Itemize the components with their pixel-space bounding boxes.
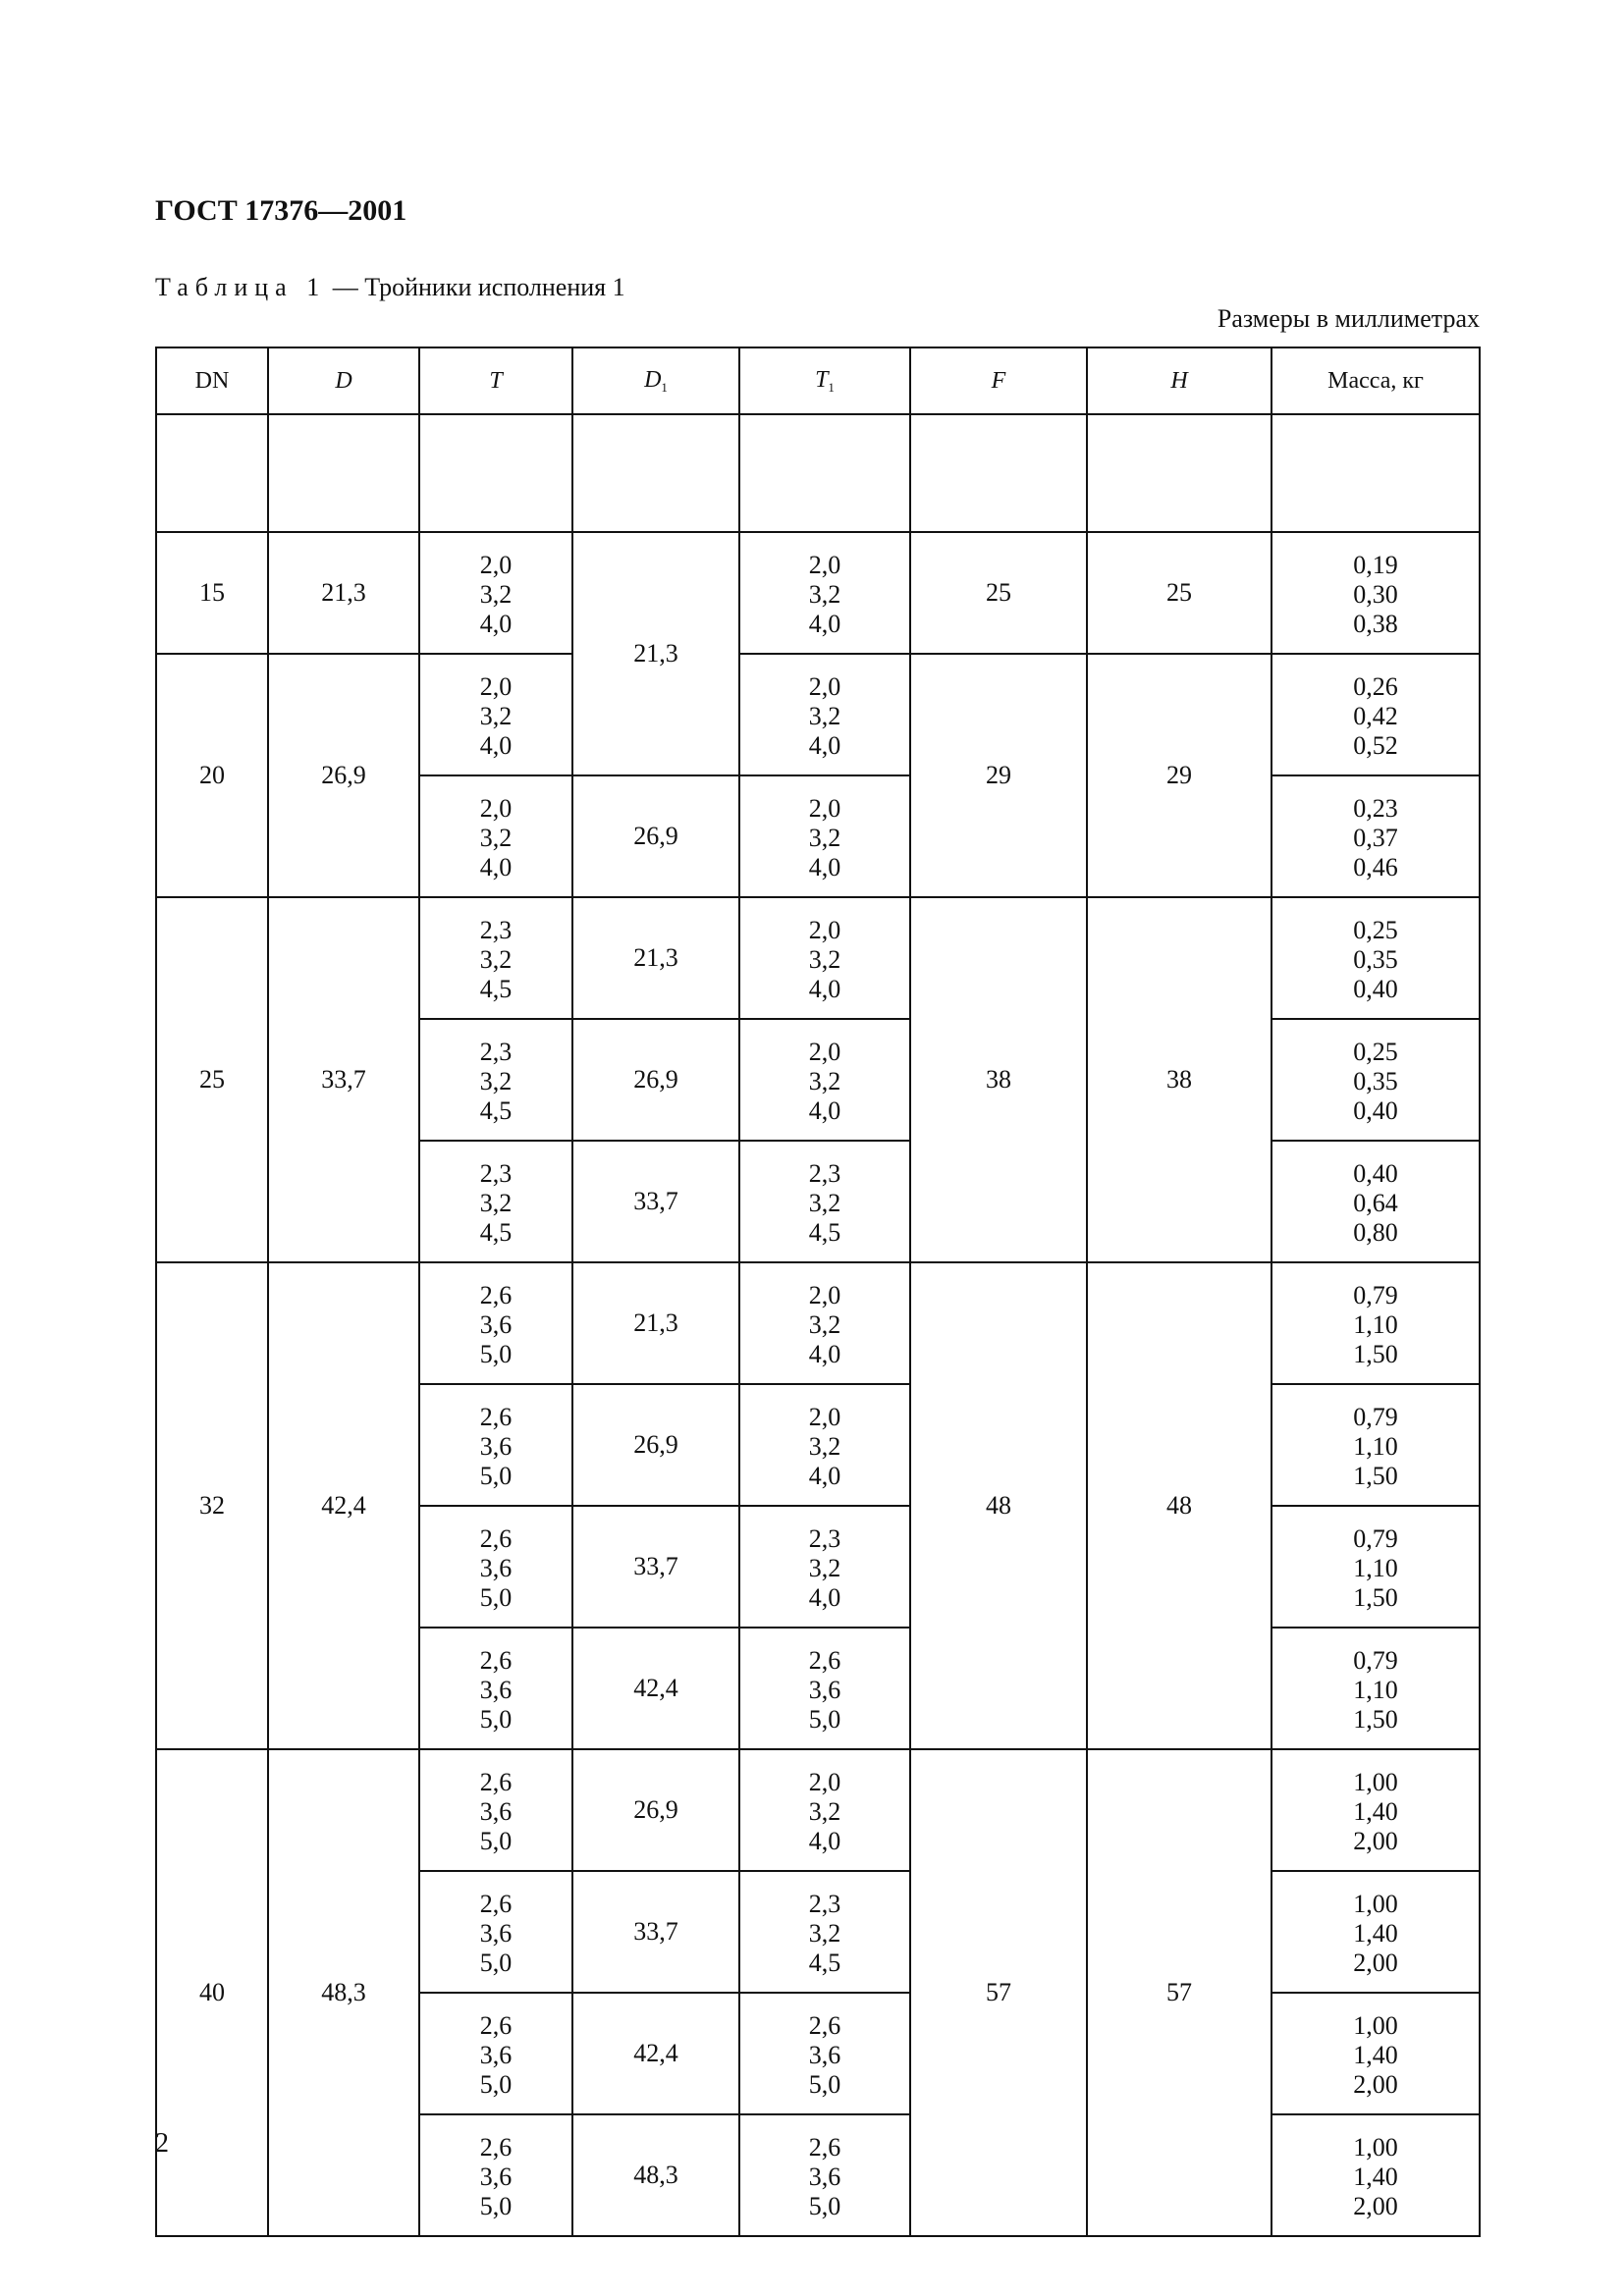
t-cell-value: 4,0 <box>479 731 513 760</box>
t1-cell-value: 4,0 <box>808 975 841 1003</box>
t1-cell <box>739 1019 910 1141</box>
table-row <box>156 897 1480 1019</box>
d-cell: 42,4 <box>268 1262 419 1749</box>
t1-cell <box>739 1506 910 1628</box>
mass-cell-value: 1,40 <box>1353 1797 1398 1826</box>
t-cell-value: 5,0 <box>479 2192 513 2220</box>
t-cell-value: 3,6 <box>479 1432 513 1461</box>
t1-cell <box>739 532 910 654</box>
t1-cell-value: 3,2 <box>808 1189 841 1217</box>
table-row <box>156 1262 1480 1384</box>
d-cell: 26,9 <box>268 654 419 897</box>
t-cell-value: 3,6 <box>479 1310 513 1339</box>
dn-cell: 25 <box>156 897 268 1262</box>
t-cell-value: 3,2 <box>479 702 513 730</box>
t1-cell <box>739 1384 910 1506</box>
t1-cell-value: 4,0 <box>808 853 841 881</box>
mass-cell-value: 1,40 <box>1353 2041 1398 2069</box>
mass-cell-value: 0,40 <box>1353 975 1398 1003</box>
header-spacer <box>156 414 1480 532</box>
mass-cell <box>1271 654 1480 775</box>
mass-cell <box>1271 1993 1480 2114</box>
t-cell <box>419 1019 572 1141</box>
dn-cell: 20 <box>156 654 268 897</box>
t-cell-value: 2,6 <box>479 2133 513 2162</box>
mass-cell <box>1271 1262 1480 1384</box>
t1-cell-value: 3,2 <box>808 580 841 609</box>
mass-cell-value: 0,40 <box>1353 1096 1398 1125</box>
d1-cell: 21,3 <box>572 532 739 775</box>
mass-cell-value: 0,79 <box>1353 1524 1398 1553</box>
t-cell-value: 3,6 <box>479 2163 513 2191</box>
t1-cell-value: 4,5 <box>808 1949 841 1977</box>
t-cell-value: 4,0 <box>479 853 513 881</box>
mass-cell-value: 1,50 <box>1353 1705 1398 1734</box>
mass-cell <box>1271 1506 1480 1628</box>
t1-cell <box>739 654 910 775</box>
t-cell-value: 3,2 <box>479 580 513 609</box>
d1-cell: 26,9 <box>572 1019 739 1141</box>
d1-cell: 26,9 <box>572 1384 739 1506</box>
t1-cell <box>739 775 910 897</box>
t1-cell-value: 4,5 <box>808 1218 841 1247</box>
mass-cell-value: 0,40 <box>1353 1159 1398 1188</box>
t-cell-value: 5,0 <box>479 1827 513 1855</box>
t1-cell-value: 2,3 <box>808 1159 841 1188</box>
d1-cell: 33,7 <box>572 1871 739 1993</box>
t1-cell-value: 4,0 <box>808 731 841 760</box>
t-cell <box>419 1749 572 1871</box>
t1-cell-value: 3,2 <box>808 702 841 730</box>
t-cell <box>419 775 572 897</box>
col-t1: $T_1$ <box>739 347 910 414</box>
mass-cell-value: 1,50 <box>1353 1462 1398 1490</box>
f-cell: 29 <box>910 654 1087 897</box>
t-cell-value: 2,6 <box>479 1524 513 1553</box>
mass-cell-value: 0,25 <box>1353 916 1398 944</box>
mass-cell-value: 0,35 <box>1353 1067 1398 1095</box>
dn-cell: 40 <box>156 1749 268 2236</box>
mass-cell-value: 0,79 <box>1353 1281 1398 1309</box>
d1-cell: 33,7 <box>572 1506 739 1628</box>
dn-cell: 15 <box>156 532 268 654</box>
page-number: 2 <box>155 2128 169 2159</box>
t1-cell-value: 3,2 <box>808 1554 841 1582</box>
t1-cell-value: 4,0 <box>808 1096 841 1125</box>
units-note: Размеры в миллиметрах <box>1217 304 1480 333</box>
t-cell-value: 4,5 <box>479 1096 513 1125</box>
t1-cell-value: 4,0 <box>808 610 841 638</box>
mass-cell-value: 0,23 <box>1353 794 1398 823</box>
t1-cell-value: 2,0 <box>808 916 841 944</box>
t-cell <box>419 897 572 1019</box>
d1-cell: 42,4 <box>572 1628 739 1749</box>
t-cell-value: 3,6 <box>479 1554 513 1582</box>
t1-cell-value: 3,2 <box>808 1919 841 1948</box>
mass-cell <box>1271 1628 1480 1749</box>
t-cell-value: 3,6 <box>479 2041 513 2069</box>
h-cell: 29 <box>1087 654 1271 897</box>
mass-cell-value: 1,00 <box>1353 1768 1398 1796</box>
d1-cell: 48,3 <box>572 2114 739 2236</box>
t-cell-value: 4,0 <box>479 610 513 638</box>
mass-cell <box>1271 897 1480 1019</box>
table-caption-dash: — <box>326 273 365 301</box>
t-cell-value: 5,0 <box>479 1583 513 1612</box>
t-cell-value: 3,6 <box>479 1797 513 1826</box>
t1-cell <box>739 1628 910 1749</box>
t-cell-value: 2,6 <box>479 2011 513 2040</box>
t-cell-value: 2,3 <box>479 1159 513 1188</box>
t-cell-value: 5,0 <box>479 1340 513 1368</box>
t1-cell-value: 2,0 <box>808 1038 841 1066</box>
mass-cell <box>1271 2114 1480 2236</box>
t-cell-value: 3,2 <box>479 945 513 974</box>
t1-cell-value: 3,2 <box>808 824 841 852</box>
t1-cell-value: 2,0 <box>808 551 841 579</box>
mass-cell-value: 1,40 <box>1353 2163 1398 2191</box>
d1-cell: 33,7 <box>572 1141 739 1262</box>
t1-cell-value: 4,0 <box>808 1827 841 1855</box>
h-cell: 38 <box>1087 897 1271 1262</box>
dn-cell: 32 <box>156 1262 268 1749</box>
mass-cell-value: 1,10 <box>1353 1432 1398 1461</box>
col-d1-subscript: 1 <box>661 379 668 395</box>
t1-cell <box>739 1749 910 1871</box>
mass-cell-value: 0,52 <box>1353 731 1398 760</box>
mass-cell-value: 1,00 <box>1353 2011 1398 2040</box>
t1-cell <box>739 2114 910 2236</box>
t-cell <box>419 2114 572 2236</box>
mass-cell-value: 0,79 <box>1353 1403 1398 1431</box>
mass-cell-value: 1,00 <box>1353 1890 1398 1918</box>
t-cell-value: 4,5 <box>479 1218 513 1247</box>
t-cell-value: 2,0 <box>479 672 513 701</box>
t-cell <box>419 1141 572 1262</box>
t-cell-value: 2,6 <box>479 1768 513 1796</box>
mass-cell-value: 0,30 <box>1353 580 1398 609</box>
t-cell-value: 5,0 <box>479 1949 513 1977</box>
t-cell-value: 5,0 <box>479 1462 513 1490</box>
t1-cell <box>739 1871 910 1993</box>
mass-cell <box>1271 1019 1480 1141</box>
table-row <box>156 654 1480 775</box>
t1-cell-value: 3,6 <box>808 2041 841 2069</box>
t1-cell <box>739 897 910 1019</box>
mass-cell-value: 0,25 <box>1353 1038 1398 1066</box>
t-cell-value: 3,6 <box>479 1676 513 1704</box>
tees-table <box>155 347 1481 2237</box>
mass-cell-value: 0,19 <box>1353 551 1398 579</box>
t-cell-value: 3,6 <box>479 1919 513 1948</box>
d1-cell: 26,9 <box>572 775 739 897</box>
mass-cell-value: 1,10 <box>1353 1310 1398 1339</box>
t-cell-value: 5,0 <box>479 2070 513 2099</box>
table-body <box>156 414 1480 2236</box>
table-caption-label: Таблица 1 <box>155 273 327 301</box>
h-cell: 25 <box>1087 532 1271 654</box>
col-t1-subscript: 1 <box>828 379 835 395</box>
t1-cell-value: 2,0 <box>808 672 841 701</box>
t1-cell <box>739 1141 910 1262</box>
col-h: H <box>1087 347 1271 414</box>
t-cell-value: 2,6 <box>479 1646 513 1675</box>
mass-cell-value: 0,38 <box>1353 610 1398 638</box>
col-d1: $D_1$ <box>572 347 739 414</box>
t-cell <box>419 532 572 654</box>
mass-cell-value: 0,80 <box>1353 1218 1398 1247</box>
table-header-row <box>156 347 1480 414</box>
mass-cell <box>1271 775 1480 897</box>
document-header: ГОСТ 17376—2001 <box>155 194 407 227</box>
mass-cell-value: 0,46 <box>1353 853 1398 881</box>
d-cell: 33,7 <box>268 897 419 1262</box>
table-caption <box>155 273 625 302</box>
table-row <box>156 532 1480 654</box>
t1-cell-value: 2,3 <box>808 1524 841 1553</box>
t-cell-value: 2,0 <box>479 794 513 823</box>
mass-cell-value: 0,42 <box>1353 702 1398 730</box>
mass-cell-value: 0,79 <box>1353 1646 1398 1675</box>
t1-cell-value: 2,0 <box>808 1768 841 1796</box>
t1-cell-value: 3,2 <box>808 1432 841 1461</box>
t-cell-value: 2,6 <box>479 1890 513 1918</box>
t1-cell-value: 2,6 <box>808 2011 841 2040</box>
t-cell-value: 3,2 <box>479 1067 513 1095</box>
t-cell-value: 2,6 <box>479 1403 513 1431</box>
t1-cell-value: 4,0 <box>808 1583 841 1612</box>
f-cell: 38 <box>910 897 1087 1262</box>
table-row <box>156 1749 1480 1871</box>
t-cell <box>419 1384 572 1506</box>
t1-cell-value: 2,0 <box>808 1403 841 1431</box>
t1-cell-value: 5,0 <box>808 2070 841 2099</box>
t-cell <box>419 1871 572 1993</box>
mass-cell-value: 1,40 <box>1353 1919 1398 1948</box>
table-caption-text: Тройники исполнения 1 <box>364 273 625 301</box>
t1-cell-value: 2,0 <box>808 794 841 823</box>
mass-cell-value: 1,00 <box>1353 2133 1398 2162</box>
col-mass: Масса, кг <box>1271 347 1480 414</box>
col-dn: DN <box>156 347 268 414</box>
t1-cell-value: 4,0 <box>808 1462 841 1490</box>
t-cell <box>419 654 572 775</box>
t1-cell-value: 3,2 <box>808 1797 841 1826</box>
t1-cell-value: 3,2 <box>808 945 841 974</box>
mass-cell-value: 1,50 <box>1353 1340 1398 1368</box>
mass-cell-value: 0,64 <box>1353 1189 1398 1217</box>
mass-cell <box>1271 1871 1480 1993</box>
t-cell-value: 2,0 <box>479 551 513 579</box>
t1-cell-value: 2,6 <box>808 2133 841 2162</box>
t1-cell <box>739 1262 910 1384</box>
d1-cell: 26,9 <box>572 1749 739 1871</box>
t-cell <box>419 1506 572 1628</box>
t-cell-value: 5,0 <box>479 1705 513 1734</box>
t1-cell-value: 2,6 <box>808 1646 841 1675</box>
mass-cell <box>1271 1384 1480 1506</box>
col-t: T <box>419 347 572 414</box>
t-cell-value: 3,2 <box>479 1189 513 1217</box>
col-d: D <box>268 347 419 414</box>
t1-cell-value: 2,0 <box>808 1281 841 1309</box>
mass-cell-value: 0,37 <box>1353 824 1398 852</box>
mass-cell-value: 2,00 <box>1353 1827 1398 1855</box>
t1-cell <box>739 1993 910 2114</box>
t1-cell-value: 3,6 <box>808 2163 841 2191</box>
t1-cell-value: 5,0 <box>808 1705 841 1734</box>
t-cell <box>419 1993 572 2114</box>
t1-cell-value: 3,2 <box>808 1067 841 1095</box>
t1-cell-value: 5,0 <box>808 2192 841 2220</box>
t-cell-value: 3,2 <box>479 824 513 852</box>
f-cell: 48 <box>910 1262 1087 1749</box>
d1-cell: 21,3 <box>572 897 739 1019</box>
mass-cell-value: 1,10 <box>1353 1676 1398 1704</box>
col-f: F <box>910 347 1087 414</box>
h-cell: 57 <box>1087 1749 1271 2236</box>
d-cell: 48,3 <box>268 1749 419 2236</box>
mass-cell <box>1271 1749 1480 1871</box>
mass-cell <box>1271 1141 1480 1262</box>
f-cell: 57 <box>910 1749 1087 2236</box>
t1-cell-value: 2,3 <box>808 1890 841 1918</box>
mass-cell-value: 1,10 <box>1353 1554 1398 1582</box>
t-cell-value: 2,3 <box>479 916 513 944</box>
t-cell-value: 4,5 <box>479 975 513 1003</box>
mass-cell <box>1271 532 1480 654</box>
mass-cell-value: 1,50 <box>1353 1583 1398 1612</box>
t1-cell-value: 4,0 <box>808 1340 841 1368</box>
f-cell: 25 <box>910 532 1087 654</box>
t-cell <box>419 1628 572 1749</box>
h-cell: 48 <box>1087 1262 1271 1749</box>
mass-cell-value: 0,35 <box>1353 945 1398 974</box>
t-cell-value: 2,6 <box>479 1281 513 1309</box>
t1-cell-value: 3,6 <box>808 1676 841 1704</box>
mass-cell-value: 2,00 <box>1353 1949 1398 1977</box>
d1-cell: 42,4 <box>572 1993 739 2114</box>
mass-cell-value: 2,00 <box>1353 2192 1398 2220</box>
t1-cell-value: 3,2 <box>808 1310 841 1339</box>
mass-cell-value: 0,26 <box>1353 672 1398 701</box>
t-cell <box>419 1262 572 1384</box>
mass-cell-value: 2,00 <box>1353 2070 1398 2099</box>
t-cell-value: 2,3 <box>479 1038 513 1066</box>
d-cell: 21,3 <box>268 532 419 654</box>
d1-cell: 21,3 <box>572 1262 739 1384</box>
